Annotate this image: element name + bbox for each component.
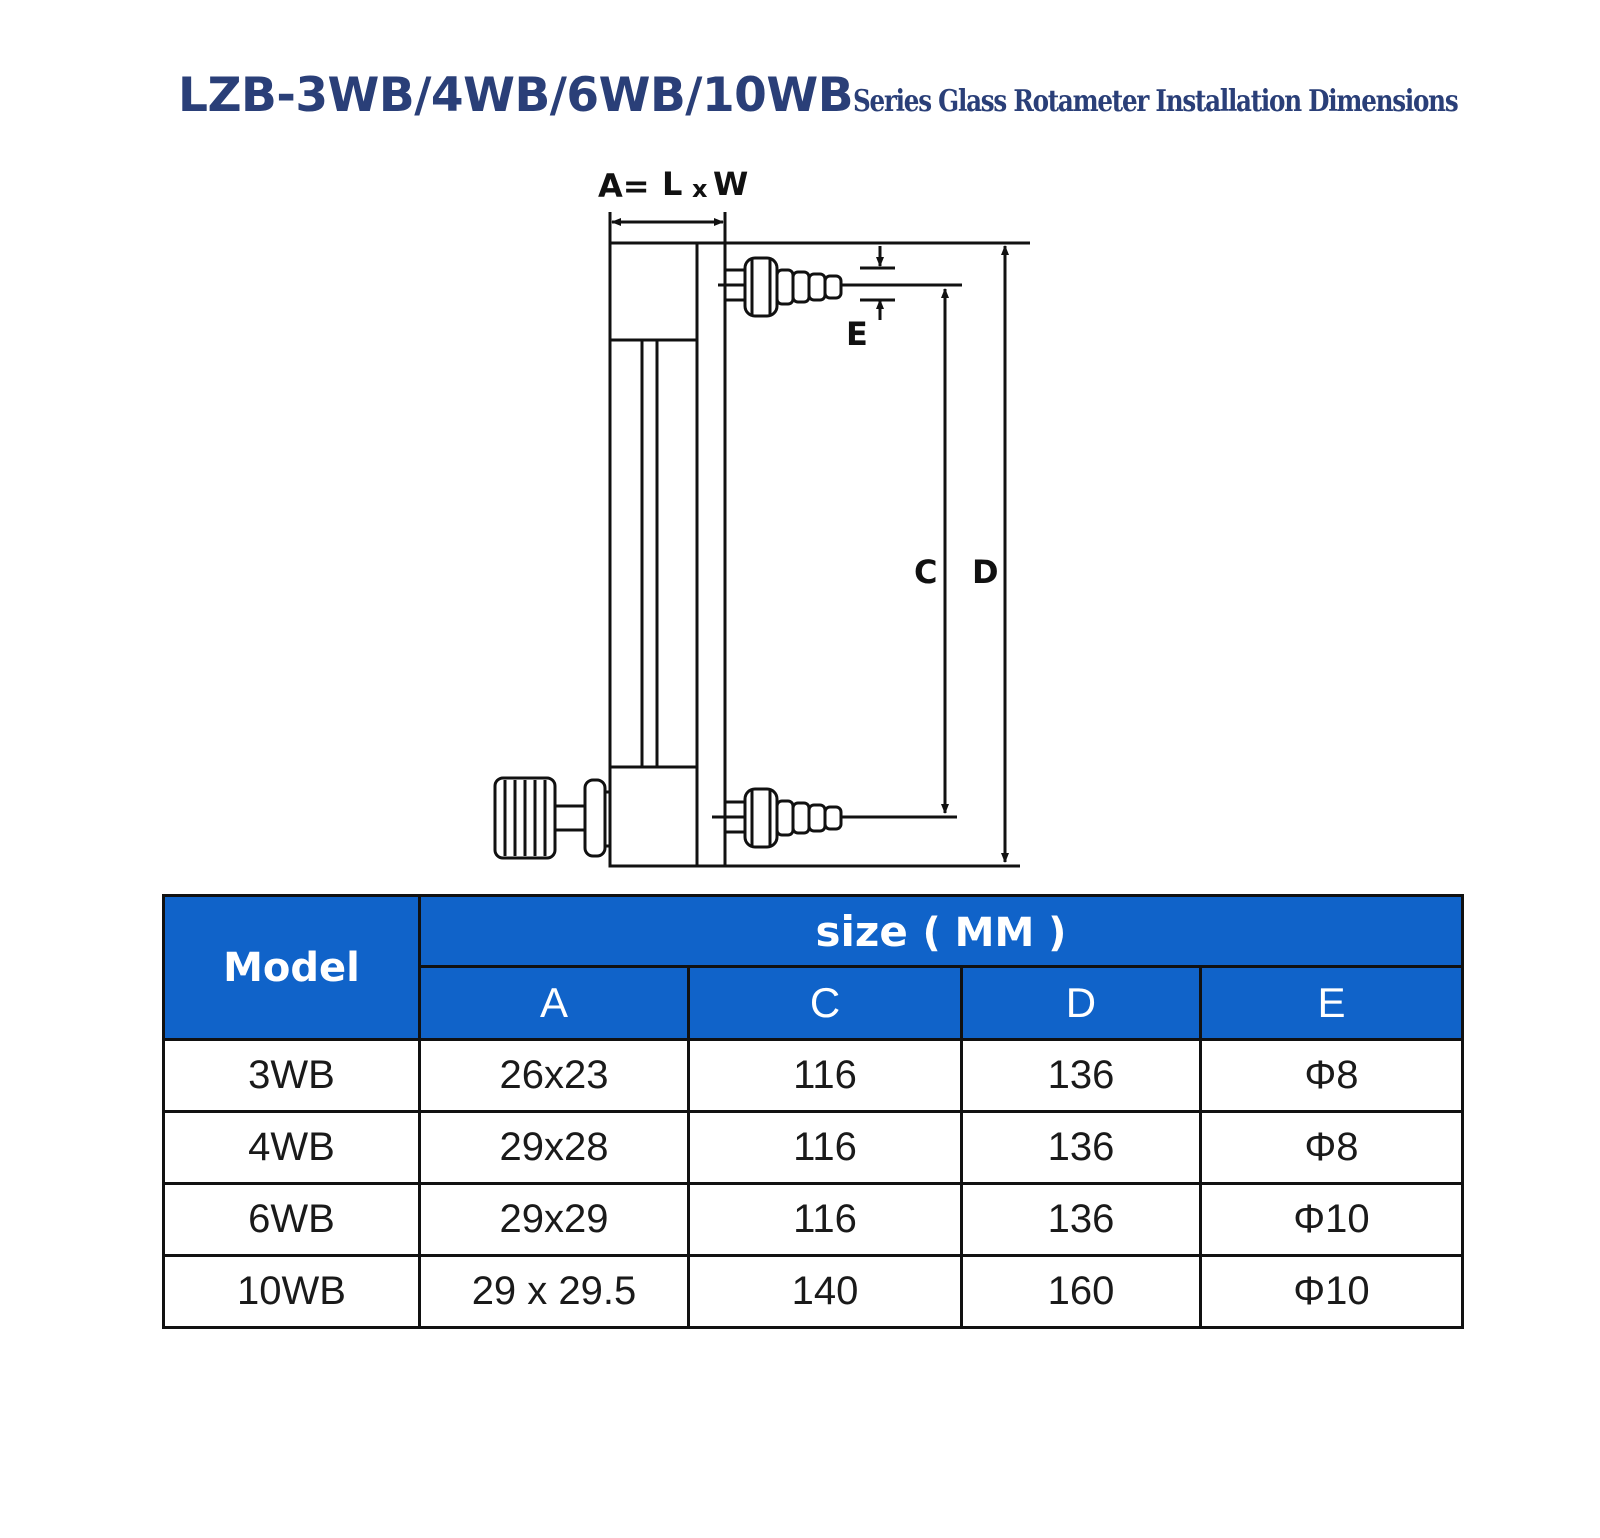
label-a: A= <box>598 167 650 205</box>
meter-body <box>610 243 697 866</box>
header-size-label: size <box>815 906 908 956</box>
label-w: W <box>713 165 749 203</box>
table-row <box>164 1184 1463 1256</box>
cell-e: Φ10 <box>1200 1256 1462 1328</box>
label-c: C <box>914 553 938 591</box>
cell-c: 116 <box>688 1040 961 1112</box>
valve-knob <box>495 778 610 858</box>
header-size-unit: ( MM ) <box>922 909 1067 956</box>
header-c: C <box>688 967 961 1040</box>
cell-d: 160 <box>962 1256 1201 1328</box>
cell-model: 4WB <box>164 1112 420 1184</box>
bottom-fitting <box>712 789 957 847</box>
table-row <box>164 1040 1463 1112</box>
cell-e: Φ8 <box>1200 1040 1462 1112</box>
cell-d: 136 <box>962 1184 1201 1256</box>
cell-d: 136 <box>962 1112 1201 1184</box>
title-model: LZB-3WB/4WB/6WB/10WB <box>178 68 854 123</box>
header-a: A <box>419 967 688 1040</box>
label-e: E <box>846 315 868 353</box>
cell-e: Φ8 <box>1200 1112 1462 1184</box>
cell-model: 3WB <box>164 1040 420 1112</box>
back-plate <box>697 243 725 866</box>
table-row <box>164 1256 1463 1328</box>
label-x: x <box>692 175 708 203</box>
cell-e: Φ10 <box>1200 1184 1462 1256</box>
cell-c: 116 <box>688 1112 961 1184</box>
cell-c: 140 <box>688 1256 961 1328</box>
dimensions-table <box>162 894 1464 1329</box>
cell-model: 10WB <box>164 1256 420 1328</box>
table-row <box>164 1112 1463 1184</box>
cell-c: 116 <box>688 1184 961 1256</box>
label-l: L <box>662 165 683 203</box>
table-header-row <box>164 896 1463 967</box>
cell-a: 29x28 <box>419 1112 688 1184</box>
cell-a: 26x23 <box>419 1040 688 1112</box>
cell-model: 6WB <box>164 1184 420 1256</box>
title-series: Series Glass Rotameter Installation Dimensions <box>853 84 1458 119</box>
header-model: Model <box>164 896 420 1040</box>
cell-d: 136 <box>962 1040 1201 1112</box>
cell-a: 29 x 29.5 <box>419 1256 688 1328</box>
header-e: E <box>1200 967 1462 1040</box>
cell-a: 29x29 <box>419 1184 688 1256</box>
header-d: D <box>962 967 1201 1040</box>
label-d: D <box>972 553 999 591</box>
top-fitting <box>718 258 962 316</box>
header-size <box>419 896 1462 967</box>
